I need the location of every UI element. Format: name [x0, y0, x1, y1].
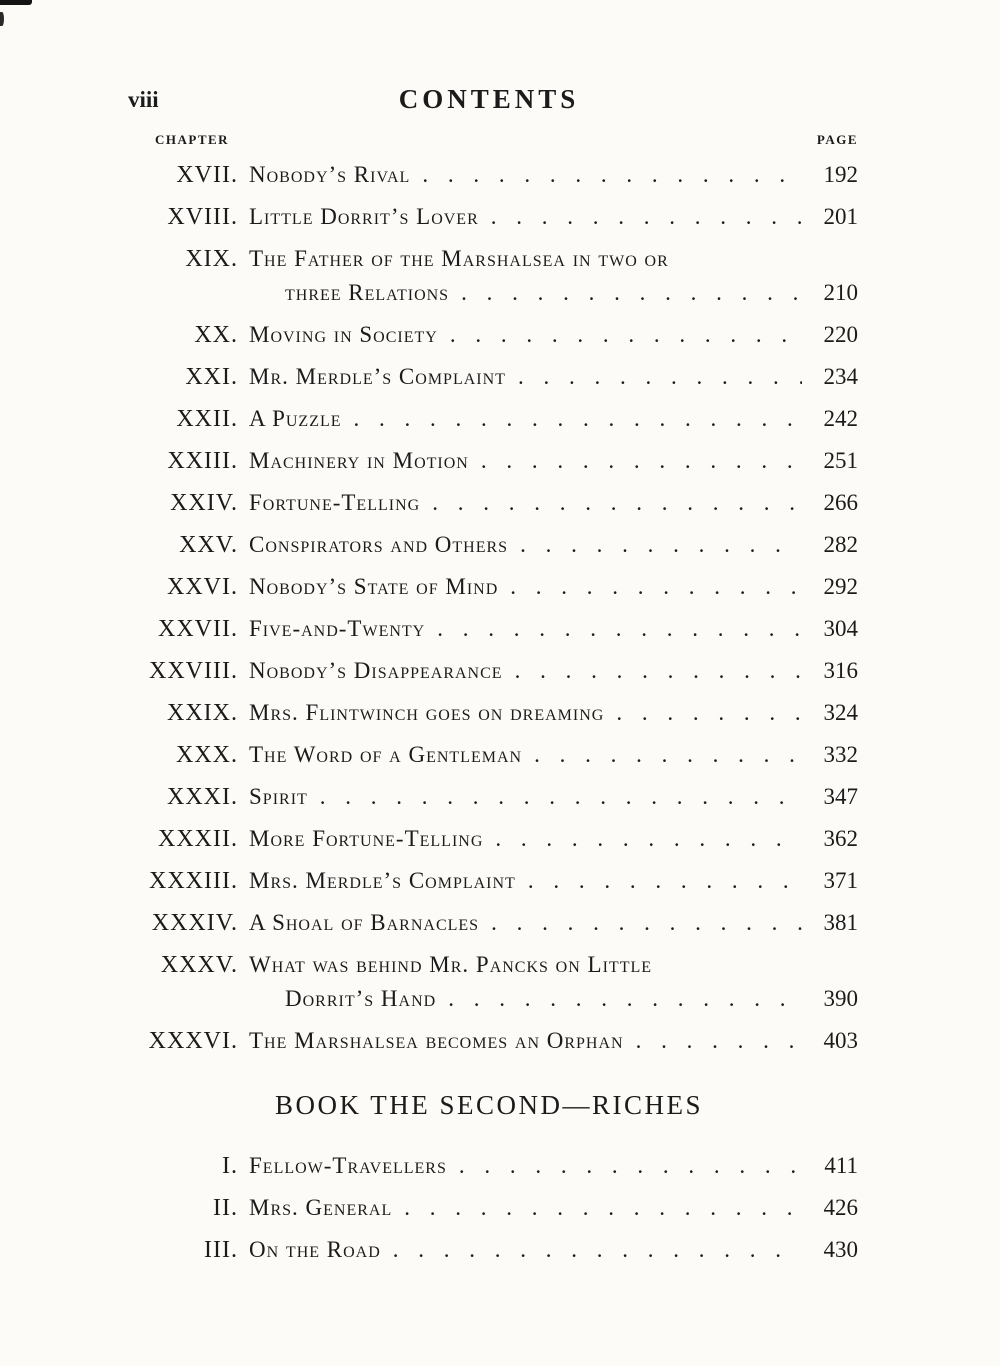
page-number: 316	[823, 658, 858, 683]
toc-entry	[120, 1191, 858, 1225]
toc-entry	[120, 738, 858, 772]
page-number: 362	[823, 826, 858, 851]
toc-entry	[120, 200, 858, 234]
entry-line	[249, 780, 858, 814]
entry-line	[249, 570, 858, 604]
chapter-number: XVII.	[176, 162, 238, 188]
dot-leader	[437, 612, 802, 646]
entry-content	[249, 1233, 858, 1267]
chapter-title: What was behind Mr. Pancks on Little	[249, 952, 653, 977]
page-number: 201	[823, 204, 858, 229]
chapter-number: XXXI.	[167, 784, 238, 810]
chapter-title: Nobody’s State of Mind	[249, 574, 499, 599]
entry-content	[249, 738, 858, 772]
chapter-title: A Puzzle	[249, 406, 342, 431]
entry-line	[249, 948, 858, 982]
entry-content	[249, 318, 858, 352]
dot-leader	[393, 1233, 802, 1267]
toc-entry	[120, 780, 858, 814]
chapter-number: XXVII.	[158, 616, 238, 642]
chapter-number: XXII.	[176, 406, 238, 432]
page-number: 426	[823, 1195, 858, 1220]
page-number: 371	[823, 868, 858, 893]
dot-leader	[616, 696, 802, 730]
entry-content	[249, 864, 858, 898]
entry-content	[249, 444, 858, 478]
toc-entry	[120, 1149, 858, 1183]
toc-entry	[120, 402, 858, 436]
page-number: 282	[823, 532, 858, 557]
page-number: 210	[823, 280, 858, 305]
entry-content	[249, 360, 858, 394]
page-header	[120, 84, 858, 118]
dot-leader	[528, 864, 802, 898]
entry-line	[249, 486, 858, 520]
toc-entry	[120, 696, 858, 730]
entry-content	[249, 402, 858, 436]
page-number: 403	[823, 1028, 858, 1053]
page-title: CONTENTS	[398, 84, 580, 114]
toc-entry	[120, 1233, 858, 1267]
entry-line	[249, 696, 858, 730]
toc-entry	[120, 654, 858, 688]
page-number: 266	[823, 490, 858, 515]
entry-line	[249, 402, 858, 436]
toc-entry	[120, 906, 858, 940]
chapter-title: Dorrit’s Hand	[285, 986, 437, 1011]
toc-entry	[120, 822, 858, 856]
entry-content	[249, 948, 858, 1016]
chapter-title: three Relations	[285, 280, 450, 305]
dot-leader	[518, 360, 802, 394]
chapter-title: Mr. Merdle’s Complaint	[249, 364, 506, 389]
chapter-column-header: CHAPTER	[155, 132, 230, 147]
entry-line	[249, 738, 858, 772]
chapter-title: Little Dorrit’s Lover	[249, 204, 479, 229]
dot-leader	[515, 654, 802, 688]
dot-leader	[422, 158, 802, 192]
entry-content	[249, 570, 858, 604]
chapter-title: More Fortune-Telling	[249, 826, 484, 851]
chapter-number: XXXV.	[160, 952, 238, 978]
chapter-number: XXXII.	[158, 826, 238, 852]
entry-line	[249, 864, 858, 898]
chapter-number: XXV.	[179, 532, 238, 558]
entry-content	[249, 780, 858, 814]
page-number: 292	[823, 574, 858, 599]
entry-line	[249, 360, 858, 394]
page-number: 390	[823, 986, 858, 1011]
dot-leader	[481, 444, 802, 478]
entry-content	[249, 528, 858, 562]
dot-leader	[432, 486, 802, 520]
chapter-number: XIX.	[185, 246, 238, 272]
page-number: 381	[823, 910, 858, 935]
chapter-number: II.	[213, 1195, 238, 1221]
dot-leader	[448, 982, 802, 1016]
chapter-title: The Word of a Gentleman	[249, 742, 523, 767]
chapter-title: Moving in Society	[249, 322, 438, 347]
chapter-title: A Shoal of Barnacles	[249, 910, 480, 935]
entry-line	[249, 906, 858, 940]
chapter-number: XXXIII.	[149, 868, 238, 894]
chapter-number: XXI.	[185, 364, 238, 390]
dot-leader	[491, 906, 802, 940]
dot-leader	[450, 318, 802, 352]
chapter-title: Fortune-Telling	[249, 490, 421, 515]
chapter-number: XX.	[194, 322, 238, 348]
chapter-title: Fellow-Travellers	[249, 1153, 447, 1178]
table-of-contents	[120, 158, 858, 1267]
entry-line	[249, 242, 858, 276]
entry-line	[249, 822, 858, 856]
chapter-title: On the Road	[249, 1237, 381, 1262]
chapter-number: XXVIII.	[149, 658, 238, 684]
page-number: 332	[823, 742, 858, 767]
toc-entry	[120, 528, 858, 562]
entry-content	[249, 654, 858, 688]
page-number: 411	[824, 1153, 858, 1178]
section-heading: BOOK THE SECOND—RICHES	[274, 1090, 704, 1120]
dot-leader	[520, 528, 802, 562]
entry-line	[249, 612, 858, 646]
scan-artifact	[0, 12, 4, 26]
entry-content	[249, 696, 858, 730]
chapter-title: Conspirators and Others	[249, 532, 509, 557]
page-number: 304	[823, 616, 858, 641]
page-column-header: PAGE	[816, 132, 858, 147]
toc-entry	[120, 242, 858, 310]
chapter-number: XXXVI.	[148, 1028, 238, 1054]
column-headers	[120, 132, 858, 148]
chapter-title: Five-and-Twenty	[249, 616, 426, 641]
entry-line	[249, 1149, 858, 1183]
entry-content	[249, 1191, 858, 1225]
toc-entry	[120, 948, 858, 1016]
chapter-title: Mrs. General	[249, 1195, 393, 1220]
folio-page-number: viii	[128, 87, 159, 112]
page-number: 324	[823, 700, 858, 725]
entry-content	[249, 200, 858, 234]
dot-leader	[495, 822, 802, 856]
entry-content	[249, 486, 858, 520]
page-number: 192	[823, 162, 858, 187]
chapter-title: Machinery in Motion	[249, 448, 469, 473]
dot-leader	[636, 1024, 802, 1058]
dot-leader	[459, 1149, 802, 1183]
toc-entry	[120, 318, 858, 352]
chapter-title: Mrs. Merdle’s Complaint	[249, 868, 516, 893]
entry-content	[249, 1149, 858, 1183]
chapter-number: XXXIV.	[151, 910, 238, 936]
entry-content	[249, 906, 858, 940]
chapter-title: Nobody’s Rival	[249, 162, 411, 187]
chapter-number: XXIV.	[170, 490, 238, 516]
chapter-title: Spirit	[249, 784, 308, 809]
chapter-number: XVIII.	[167, 204, 238, 230]
chapter-number: XXIX.	[167, 700, 238, 726]
chapter-title: The Marshalsea becomes an Orphan	[249, 1028, 624, 1053]
entry-line	[249, 1024, 858, 1058]
entry-line	[249, 1191, 858, 1225]
entry-line	[249, 200, 858, 234]
entry-line	[249, 318, 858, 352]
toc-entry	[120, 360, 858, 394]
chapter-title: Mrs. Flintwinch goes on dreaming	[249, 700, 605, 725]
chapter-title: The Father of the Marshalsea in two or	[249, 246, 669, 271]
toc-entry	[120, 612, 858, 646]
page-number: 430	[823, 1237, 858, 1262]
dot-leader	[491, 200, 802, 234]
dot-leader	[534, 738, 802, 772]
entry-line	[249, 444, 858, 478]
dot-leader	[510, 570, 802, 604]
entry-content	[249, 158, 858, 192]
page-number: 347	[823, 784, 858, 809]
page-number: 220	[823, 322, 858, 347]
entry-line	[249, 982, 858, 1016]
toc-entry	[120, 158, 858, 192]
entry-line	[249, 654, 858, 688]
entry-content	[249, 1024, 858, 1058]
chapter-number: XXX.	[176, 742, 238, 768]
toc-entry	[120, 444, 858, 478]
toc-entry	[120, 1024, 858, 1058]
chapter-number: XXIII.	[167, 448, 238, 474]
page-number: 234	[823, 364, 858, 389]
entry-content	[249, 612, 858, 646]
chapter-number: I.	[222, 1153, 238, 1179]
toc-entry	[120, 864, 858, 898]
dot-leader	[354, 402, 802, 436]
chapter-number: XXVI.	[167, 574, 238, 600]
dot-leader	[461, 276, 802, 310]
entry-line	[249, 158, 858, 192]
entry-line	[249, 528, 858, 562]
entry-content	[249, 242, 858, 310]
entry-content	[249, 822, 858, 856]
chapter-number: III.	[204, 1237, 238, 1263]
dot-leader	[404, 1191, 802, 1225]
scan-artifact	[0, 0, 32, 5]
chapter-title: Nobody’s Disappearance	[249, 658, 503, 683]
toc-entry	[120, 486, 858, 520]
page-number: 242	[823, 406, 858, 431]
page-number: 251	[823, 448, 858, 473]
entry-line	[249, 276, 858, 310]
entry-line	[249, 1233, 858, 1267]
dot-leader	[320, 780, 802, 814]
toc-entry	[120, 570, 858, 604]
